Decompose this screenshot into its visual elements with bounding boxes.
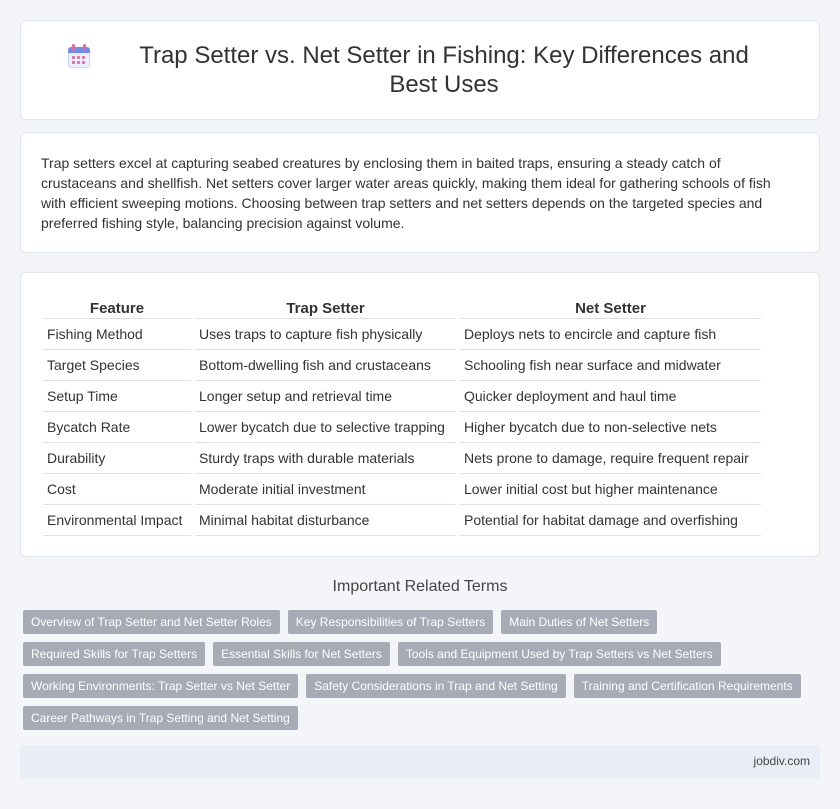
table-row <box>43 443 761 474</box>
footer <box>20 745 820 778</box>
table-row <box>43 319 761 350</box>
column-header-trap-setter: Trap Setter <box>195 295 456 319</box>
related-term-tag[interactable]: Required Skills for Trap Setters <box>23 642 205 666</box>
comparison-card <box>20 272 820 557</box>
table-cell-feature: Cost <box>43 474 191 505</box>
header-card <box>20 20 820 120</box>
table-cell-trap: Longer setup and retrieval time <box>195 381 456 412</box>
tag-row <box>23 642 823 666</box>
related-term-tag[interactable]: Career Pathways in Trap Setting and Net Setting <box>23 706 298 730</box>
related-terms-tags <box>23 610 823 738</box>
table-cell-trap: Minimal habitat disturbance <box>195 505 456 536</box>
footer-site-link[interactable]: jobdiv.com <box>753 754 810 768</box>
table-cell-trap: Sturdy traps with durable materials <box>195 443 456 474</box>
header-inner <box>60 41 780 99</box>
table-row <box>43 412 761 443</box>
table-cell-trap: Bottom-dwelling fish and crustaceans <box>195 350 456 381</box>
related-term-tag[interactable]: Overview of Trap Setter and Net Setter Roles <box>23 610 280 634</box>
table-cell-feature: Durability <box>43 443 191 474</box>
tag-row <box>23 610 823 634</box>
table-cell-feature: Target Species <box>43 350 191 381</box>
column-header-net-setter: Net Setter <box>460 295 761 319</box>
related-term-tag[interactable]: Essential Skills for Net Setters <box>213 642 390 666</box>
table-cell-net: Potential for habitat damage and overfishing <box>460 505 761 536</box>
table-row <box>43 350 761 381</box>
table-cell-feature: Environmental Impact <box>43 505 191 536</box>
intro-card <box>20 132 820 253</box>
table-row <box>43 381 761 412</box>
calendar-icon <box>66 44 92 70</box>
table-cell-net: Deploys nets to encircle and capture fish <box>460 319 761 350</box>
column-header-feature: Feature <box>43 295 191 319</box>
intro-text: Trap setters excel at capturing seabed creatures by enclosing them in baited traps, ensuring a steady catch of crustaceans and shellfish. Net setters cover larger water areas quickly, making them ideal for gathering schools of fish with efficient sweeping motions. Choosing between trap setters and net setters depends on the targeted species and preferred fishing style, balancing precision against volume. <box>41 155 771 231</box>
table-cell-feature: Bycatch Rate <box>43 412 191 443</box>
table-row <box>43 505 761 536</box>
table-cell-trap: Lower bycatch due to selective trapping <box>195 412 456 443</box>
table-cell-trap: Uses traps to capture fish physically <box>195 319 456 350</box>
page-title: Trap Setter vs. Net Setter in Fishing: Key Differences and Best Uses <box>139 42 749 98</box>
comparison-table <box>39 295 765 536</box>
table-cell-net: Nets prone to damage, require frequent repair <box>460 443 761 474</box>
table-cell-feature: Fishing Method <box>43 319 191 350</box>
table-cell-net: Quicker deployment and haul time <box>460 381 761 412</box>
table-row <box>43 474 761 505</box>
table-cell-net: Lower initial cost but higher maintenance <box>460 474 761 505</box>
related-term-tag[interactable]: Key Responsibilities of Trap Setters <box>288 610 493 634</box>
table-cell-trap: Moderate initial investment <box>195 474 456 505</box>
related-term-tag[interactable]: Working Environments: Trap Setter vs Net Setter <box>23 674 298 698</box>
table-cell-feature: Setup Time <box>43 381 191 412</box>
table-cell-net: Higher bycatch due to non-selective nets <box>460 412 761 443</box>
tag-row <box>23 706 823 730</box>
related-term-tag[interactable]: Tools and Equipment Used by Trap Setters vs Net Setters <box>398 642 721 666</box>
related-term-tag[interactable]: Training and Certification Requirements <box>574 674 801 698</box>
table-header-row <box>43 295 761 319</box>
related-term-tag[interactable]: Main Duties of Net Setters <box>501 610 657 634</box>
table-cell-net: Schooling fish near surface and midwater <box>460 350 761 381</box>
related-term-tag[interactable]: Safety Considerations in Trap and Net Setting <box>306 674 565 698</box>
related-terms-title: Important Related Terms <box>332 578 508 595</box>
tag-row <box>23 674 823 698</box>
